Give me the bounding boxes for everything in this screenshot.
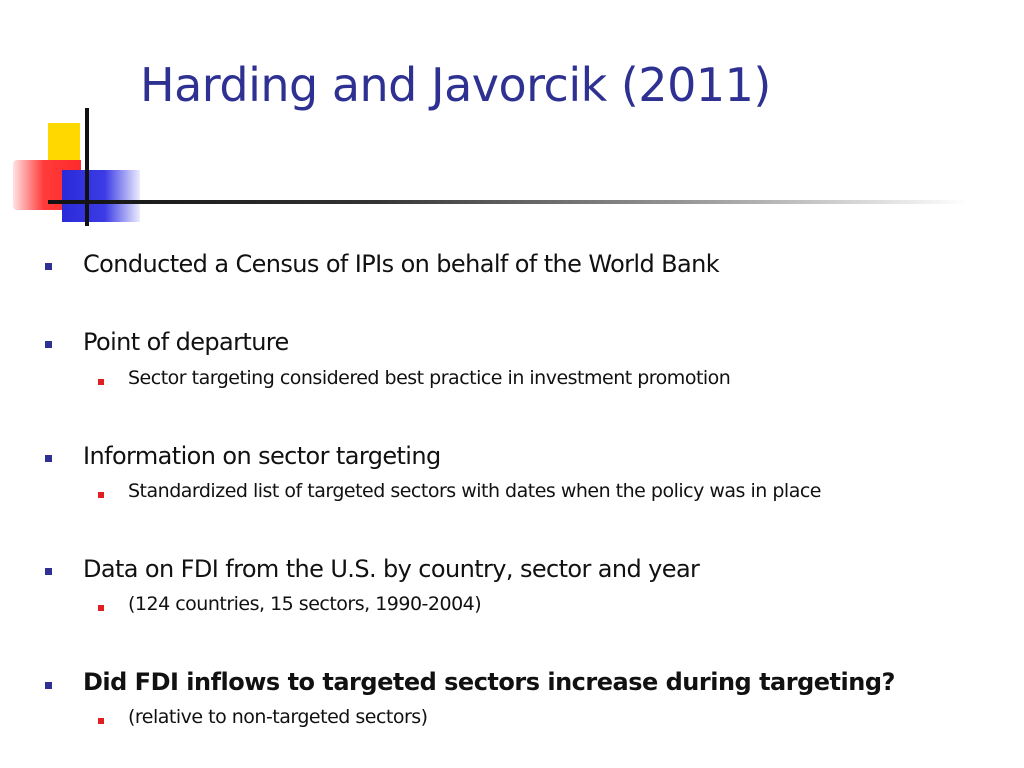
- bullet-marker: [45, 341, 52, 348]
- title-underline-rule: [48, 200, 968, 204]
- bullet-marker: [45, 263, 52, 270]
- bullet-item: Data on FDI from the U.S. by country, sector and year: [83, 555, 700, 583]
- bullet-item-emphasized: Did FDI inflows to targeted sectors increase during targeting?: [83, 668, 895, 696]
- decorative-logo: [0, 0, 160, 240]
- logo-vertical-line: [85, 108, 89, 226]
- bullet-item: Point of departure: [83, 328, 289, 356]
- sub-bullet-item: (124 countries, 15 sectors, 1990-2004): [128, 593, 482, 615]
- logo-blue-square: [62, 170, 140, 222]
- sub-bullet-marker: [98, 492, 104, 498]
- sub-bullet-marker: [98, 718, 104, 724]
- slide-title: Harding and Javorcik (2011): [140, 58, 771, 112]
- sub-bullet-marker: [98, 379, 104, 385]
- bullet-marker: [45, 455, 52, 462]
- sub-bullet-marker: [98, 605, 104, 611]
- sub-bullet-item: Sector targeting considered best practice in investment promotion: [128, 367, 731, 389]
- bullet-item: Conducted a Census of IPIs on behalf of the World Bank: [83, 250, 720, 278]
- bullet-marker: [45, 568, 52, 575]
- bullet-marker: [45, 682, 52, 689]
- sub-bullet-item: Standardized list of targeted sectors with dates when the policy was in place: [128, 480, 821, 502]
- sub-bullet-item: (relative to non-targeted sectors): [128, 706, 428, 728]
- bullet-item: Information on sector targeting: [83, 442, 441, 470]
